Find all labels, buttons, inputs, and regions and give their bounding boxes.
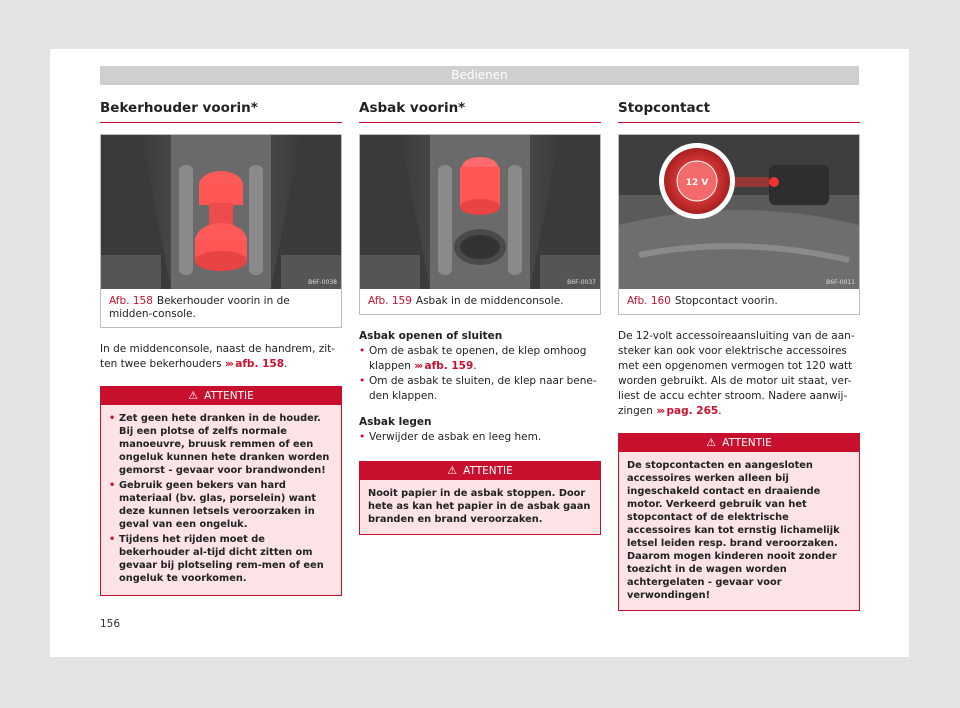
socket-photo [619,135,859,289]
subheading: Asbak openen of sluiten [359,330,503,342]
figure-158 [100,134,342,328]
warning-item: • Tijdens het rijden moet de bekerhouder al-tijd dicht zitten om gevaar bij plotseling rem-men of een ongeluk te voorkomen. [109,533,333,585]
list-item-text: Om de asbak te openen, de klep omhoog klappen [369,345,587,372]
caption-text: Asbak in de middenconsole. [415,295,564,307]
figure-code: B6F-0038 [308,279,337,286]
warning-header [619,434,859,452]
body-text-end: . [718,405,722,417]
figure-code: B6F-0037 [567,279,596,286]
socket-illustration [619,135,859,289]
arrow-icon: ››› [224,358,232,370]
figure-160 [618,134,860,315]
figure-159 [359,134,601,315]
section-title: Stopcontact [618,100,860,123]
warning-item: • Gebruik geen bekers van hard materiaal (bv. glas, porselein) want deze kunnen letsels veroorzaken in geval van een ongeluk. [109,479,333,531]
figure-caption [619,289,859,314]
body-text-end: . [284,358,288,370]
section-body [618,329,860,419]
body-text: In de middenconsole, naast de handrem, zit-ten twee bekerhouders [100,343,336,370]
ashtray-photo [360,135,600,289]
warning-header [101,387,341,405]
warning-box [359,461,601,535]
list-item: • Om de asbak te sluiten, de klep naar bene-den klappen. [359,374,601,404]
figure-number: Afb. 159 [368,295,412,307]
list-item-end: . [473,360,477,372]
list-item: • Verwijder de asbak en leeg hem. [359,430,601,445]
warning-body: Nooit papier in de asbak stoppen. Door hete as kan het papier in de asbak gaan branden en brand veroorzaken. [360,480,600,534]
warning-body: De stopcontacten en aangesloten accessoires werken alleen bij ingeschakeld contact en draaiende motor. Verkeerd gebruik van het stopcontact of de elektrische accessoires kan tot ernstig lichamelijk letsel leiden resp. brand veroorzaken. Daarom mogen kinderen nooit zonder toezicht in de wagen worden achtergelaten - gevaar voor verwondingen! [619,452,859,610]
caption-text: Bekerhouder voorin in de midden-console. [109,295,290,320]
cupholder-photo [101,135,341,289]
section-socket [618,100,860,611]
arrow-icon: ››› [656,405,664,417]
warning-box [618,433,860,611]
page-number: 156 [100,618,121,630]
section-ashtray [359,100,601,535]
figure-link[interactable]: afb. 158 [235,358,285,370]
section-body [100,342,342,372]
section-title: Bekerhouder voorin* [100,100,342,123]
warning-header [360,462,600,480]
warning-label: ATTENTIE [722,437,772,449]
page-link[interactable]: pag. 265 [666,405,719,417]
figure-link[interactable]: afb. 159 [424,360,474,372]
cupholder-illustration [101,135,341,289]
section-cupholder [100,100,342,596]
caption-text: Stopcontact voorin. [674,295,778,307]
subheading: Asbak legen [359,416,432,428]
figure-caption [101,289,341,327]
warning-label: ATTENTIE [204,390,254,402]
socket-label: 12 V [685,178,709,188]
warning-triangle-icon: ⚠ [188,389,199,402]
warning-label: ATTENTIE [463,465,513,477]
warning-body [101,405,341,595]
chapter-header: Bedienen [100,66,859,85]
figure-number: Afb. 158 [109,295,153,307]
arrow-icon: ››› [414,360,422,372]
figure-caption [360,289,600,314]
warning-triangle-icon: ⚠ [706,436,717,449]
list-item [359,344,601,374]
ashtray-illustration [360,135,600,289]
warning-triangle-icon: ⚠ [447,464,458,477]
body-text: De 12-volt accessoireaansluiting van de aan-steker kan ook voor elektrische accessoires met een opgenomen vermogen tot 120 watt worden gebruikt. Als de motor uit staat, ver-liest de accu echter stroom. Nadere aanwij-zingen [618,330,855,417]
warning-item: • Zet geen hete dranken in de houder. Bij een plotse of zelfs normale manoeuvre, bruusk remmen of een ongeluk kunnen hete dranken worden gemorst - gevaar voor brandwonden! [109,412,333,477]
figure-number: Afb. 160 [627,295,671,307]
section-title: Asbak voorin* [359,100,601,123]
section-body [359,329,601,445]
warning-box [100,386,342,596]
figure-code: B6F-0011 [826,279,855,286]
